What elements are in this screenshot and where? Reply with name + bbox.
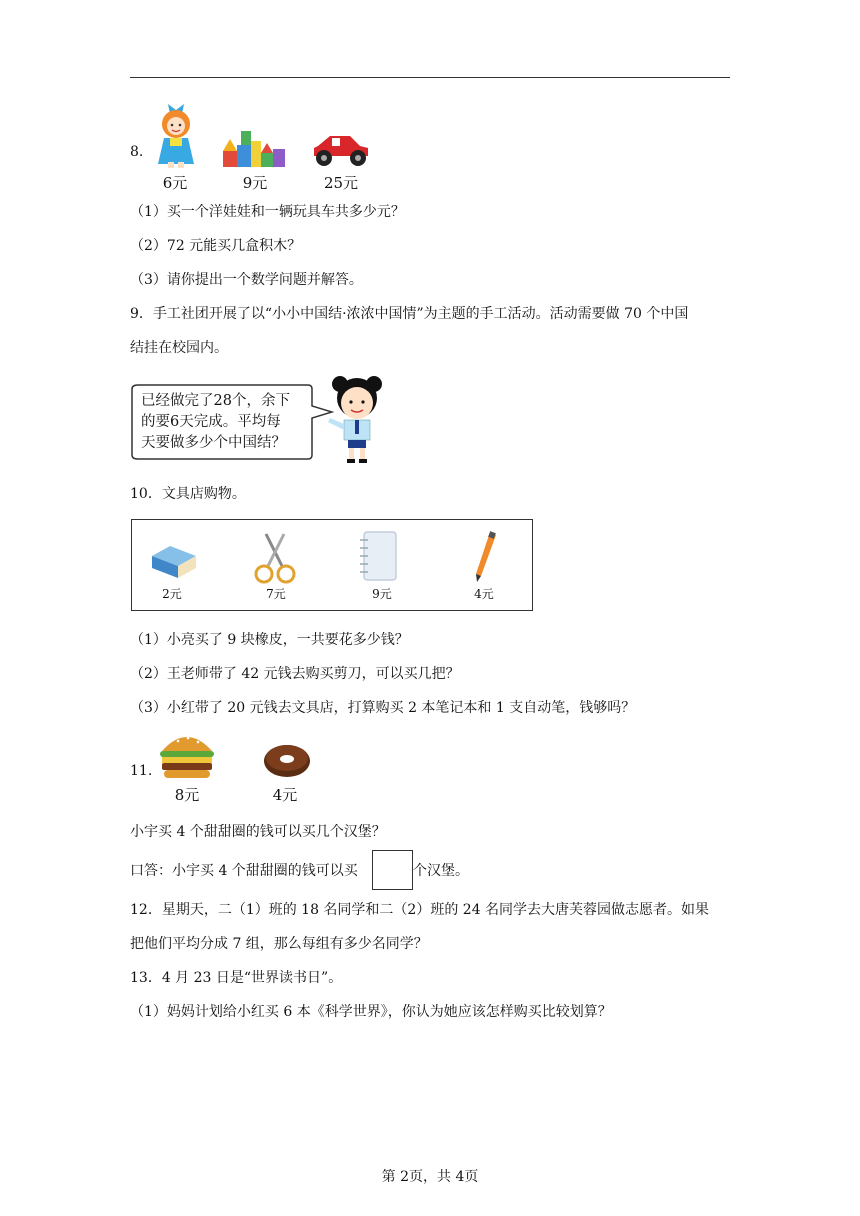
notebook-image: [358, 530, 402, 584]
q8-part2: （2）72 元能买几盒积木？: [130, 238, 302, 254]
q9-text-line2: 结挂在校园内。: [130, 340, 228, 356]
answer-box[interactable]: [372, 850, 413, 890]
q10-part1: （1）小亮买了 9 块橡皮，一共要花多少钱？: [130, 632, 409, 648]
q11-answer-suffix: 个汉堡。: [413, 863, 469, 879]
page-footer: 第 2页，共 4页: [381, 1169, 479, 1185]
q8-number: 8.: [130, 144, 144, 160]
bubble-line3: 天要做多少个中国结？: [141, 435, 286, 451]
q12-line1: 12．星期天，二（1）班的 18 名同学和二（2）班的 24 名同学去大唐芙蓉园做志愿者。如果: [130, 902, 710, 918]
price-eraser: 2元: [162, 587, 182, 601]
q10-title: 10．文具店购物。: [130, 486, 246, 502]
q8-part1: （1）买一个洋娃娃和一辆玩具车共多少元？: [130, 204, 405, 220]
price-pencil: 4元: [474, 587, 494, 601]
hamburger-image: [158, 729, 216, 781]
q8-price-doll: 6元: [162, 174, 188, 192]
header-rule: [130, 77, 730, 78]
price-donut: 4元: [272, 786, 298, 804]
q9-text-line1: 9．手工社团开展了以“小小中国结·浓浓中国情”为主题的手工活动。活动需要做 70 个中国: [130, 306, 689, 322]
bubble-line2: 的要6天完成。平均每: [141, 414, 281, 430]
q10-part3: （3）小红带了 20 元钱去文具店，打算购买 2 本笔记本和 1 支自动笔，钱够吗？: [130, 700, 636, 716]
donut-image: [262, 741, 312, 779]
toy-car-image: [310, 128, 372, 168]
q12-line2: 把他们平均分成 7 组，那么每组有多少名同学？: [130, 936, 428, 952]
q8-part3: （3）请你提出一个数学问题并解答。: [130, 272, 363, 288]
eraser-image: [148, 542, 200, 582]
doll-image: [150, 100, 202, 170]
price-scissors: 7元: [266, 587, 286, 601]
bubble-line1: 已经做完了28个，余下: [141, 393, 290, 409]
pencil-image: [472, 530, 498, 584]
q10-part2: （2）王老师带了 42 元钱去购买剪刀，可以买几把？: [130, 666, 460, 682]
q8-price-car: 25元: [323, 174, 359, 192]
blocks-image: [221, 127, 287, 169]
q11-answer-prefix: 口答：小宇买 4 个甜甜圈的钱可以买: [130, 863, 358, 879]
q11-number: 11.: [130, 763, 153, 779]
price-hamburger: 8元: [174, 786, 200, 804]
q13-line1: 13．4 月 23 日是“世界读书日”。: [130, 970, 343, 986]
q13-part1: （1）妈妈计划给小红买 6 本《科学世界》，你认为她应该怎样购买比较划算？: [130, 1004, 612, 1020]
scissors-image: [252, 532, 298, 584]
price-notebook: 9元: [372, 587, 392, 601]
q11-question: 小宇买 4 个甜甜圈的钱可以买几个汉堡？: [130, 824, 386, 840]
girl-image: [322, 372, 396, 464]
q8-price-blocks: 9元: [242, 174, 268, 192]
